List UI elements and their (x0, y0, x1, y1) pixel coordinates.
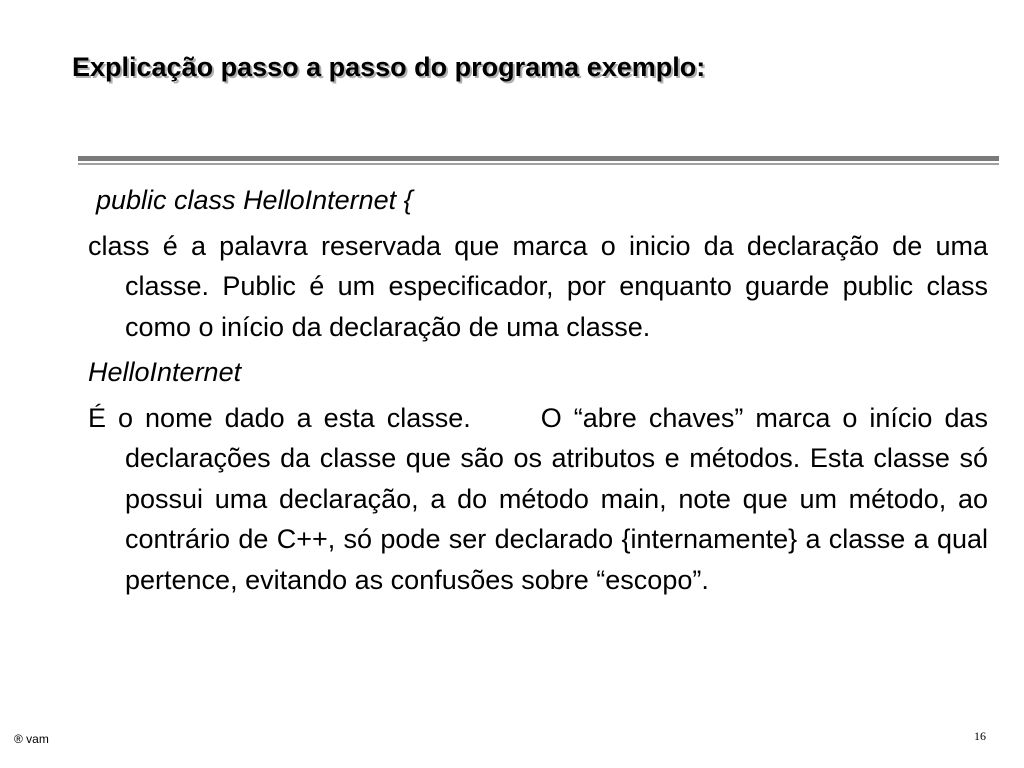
divider-thin-line (78, 163, 999, 165)
slide-title: Explicação passo a passo do programa exemplo: (72, 52, 706, 82)
paragraph-name-part-2: O “abre chaves” marca o início das declarações da classe que são os atributos e métodos. Esta classe só possui uma declaração, a do método main, note que um método, ao contrário de C++, só pode ser declarado {internamente} a classe a qual pertence, evitando as confusões sobre “escopo”. (125, 402, 988, 595)
slide-body (88, 180, 988, 605)
page-number: 16 (974, 729, 986, 743)
divider-thick-line (78, 156, 999, 161)
term-hellointernet: HelloInternet (88, 357, 242, 387)
footer-author: ® vam (14, 732, 49, 746)
paragraph-name-part-1: É o nome dado a esta classe. (88, 402, 471, 433)
title-divider (78, 156, 999, 165)
code-line: public class HelloInternet { (96, 185, 413, 215)
paragraph-name-explanation (88, 398, 988, 601)
paragraph-class-explanation: class é a palavra reservada que marca o inicio da declaração de uma classe. Public é um especificador, por enquanto guarde public class como o início da declaração de uma classe. (88, 230, 988, 342)
